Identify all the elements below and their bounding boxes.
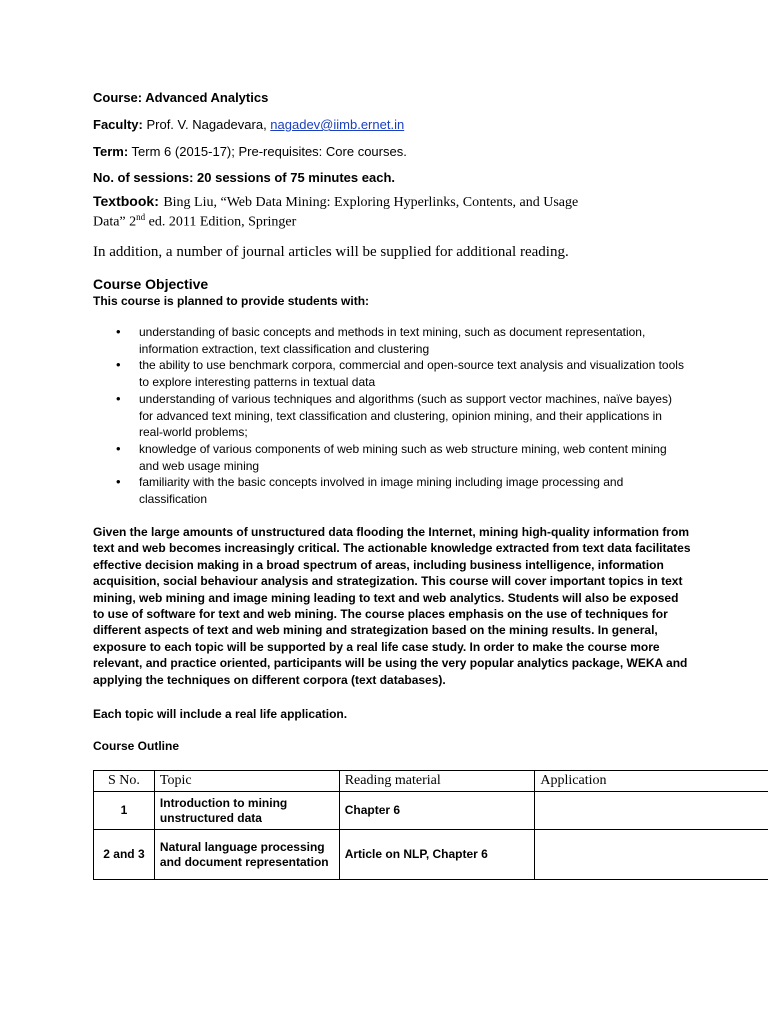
cell-topic: Introduction to mining unstructured data [154,792,339,830]
table-header-row [94,771,768,792]
cell-sno: 1 [94,792,155,830]
term-line [93,143,407,160]
course-description: Given the large amounts of unstructured data flooding the Internet, mining high-quality information from text and web becomes increasingly critical. The actionable knowledge extracted from text data facilitates effective decision making in a broad spectrum of areas, including business intelligence, information acquisition, social behaviour analysis and strategization. This course will cover important topics in text mining, web mining and image mining leading to text and web analytics. Students will also be exposed to use of software for text and web mining. The course places emphasis on the use of techniques for different aspects of text and web mining and strategization based on the mining results. In general, exposure to each topic will be supported by a real life case study. In order to make the course more relevant, and practice oriented, participants will be using the very popular analytics package, WEKA and applying the techniques on different corpora (text databases). [93,525,691,687]
list-item: • familiarity with the basic concepts involved in image mining including image processing and classification [116,474,686,507]
table-row [94,830,768,880]
term-label: Term: [93,144,129,159]
textbook-title: Bing Liu, “Web Data Mining: Exploring Hyperlinks, Contents, and Usage [163,195,579,210]
cell-reading: Article on NLP, Chapter 6 [339,830,535,880]
course-outline-table [93,770,768,880]
additional-reading-text: In addition, a number of journal articles will be supplied for additional reading. [93,244,569,260]
each-topic-note: Each topic will include a real life application. [93,707,348,721]
faculty-line [93,116,404,133]
textbook-line-1 [93,193,578,211]
list-item: • the ability to use benchmark corpora, commercial and open-source text analysis and visualization tools to explore interesting patterns in textual data [116,357,686,390]
header-application: Application [535,771,768,792]
list-item: • understanding of various techniques and algorithms (such as support vector machines, naïve bayes) for advanced text mining, text classification and clustering, opinion mining, and their applications in real-world problems; [116,391,686,441]
cell-application [535,830,768,880]
header-sno: S No. [94,771,155,792]
list-item: • knowledge of various components of web mining such as web structure mining, web content mining and web usage mining [116,441,686,474]
sessions-line: No. of sessions: 20 sessions of 75 minutes each. [93,170,395,185]
textbook-edition-post: ed. 2011 Edition, Springer [145,214,297,230]
cell-sno: 2 and 3 [94,830,155,880]
objective-intro: This course is planned to provide students with: [93,294,370,308]
list-item: • understanding of basic concepts and methods in text mining, such as document representation, information extraction, text classification and clustering [116,324,686,357]
cell-reading: Chapter 6 [339,792,535,830]
textbook-label: Textbook: [93,193,159,209]
objective-list [116,324,686,508]
faculty-label: Faculty: [93,117,143,132]
textbook-line-2 [93,212,296,231]
textbook-edition-pre: Data” 2 [93,214,137,230]
header-topic: Topic [154,771,339,792]
objective-heading: Course Objective [93,276,209,292]
header-reading: Reading material [339,771,535,792]
course-title: Course: Advanced Analytics [93,90,269,105]
table-row [94,792,768,830]
term-value: Term 6 (2015-17); Pre-requisites: Core courses. [131,144,407,159]
outline-heading: Course Outline [93,739,180,753]
cell-application [535,792,768,830]
faculty-name: Prof. V. Nagadevara, [146,117,271,132]
cell-topic: Natural language processing and document representation [154,830,339,880]
faculty-email-link[interactable]: nagadev@iimb.ernet.in [270,117,405,132]
textbook-edition-sup: nd [136,212,146,222]
